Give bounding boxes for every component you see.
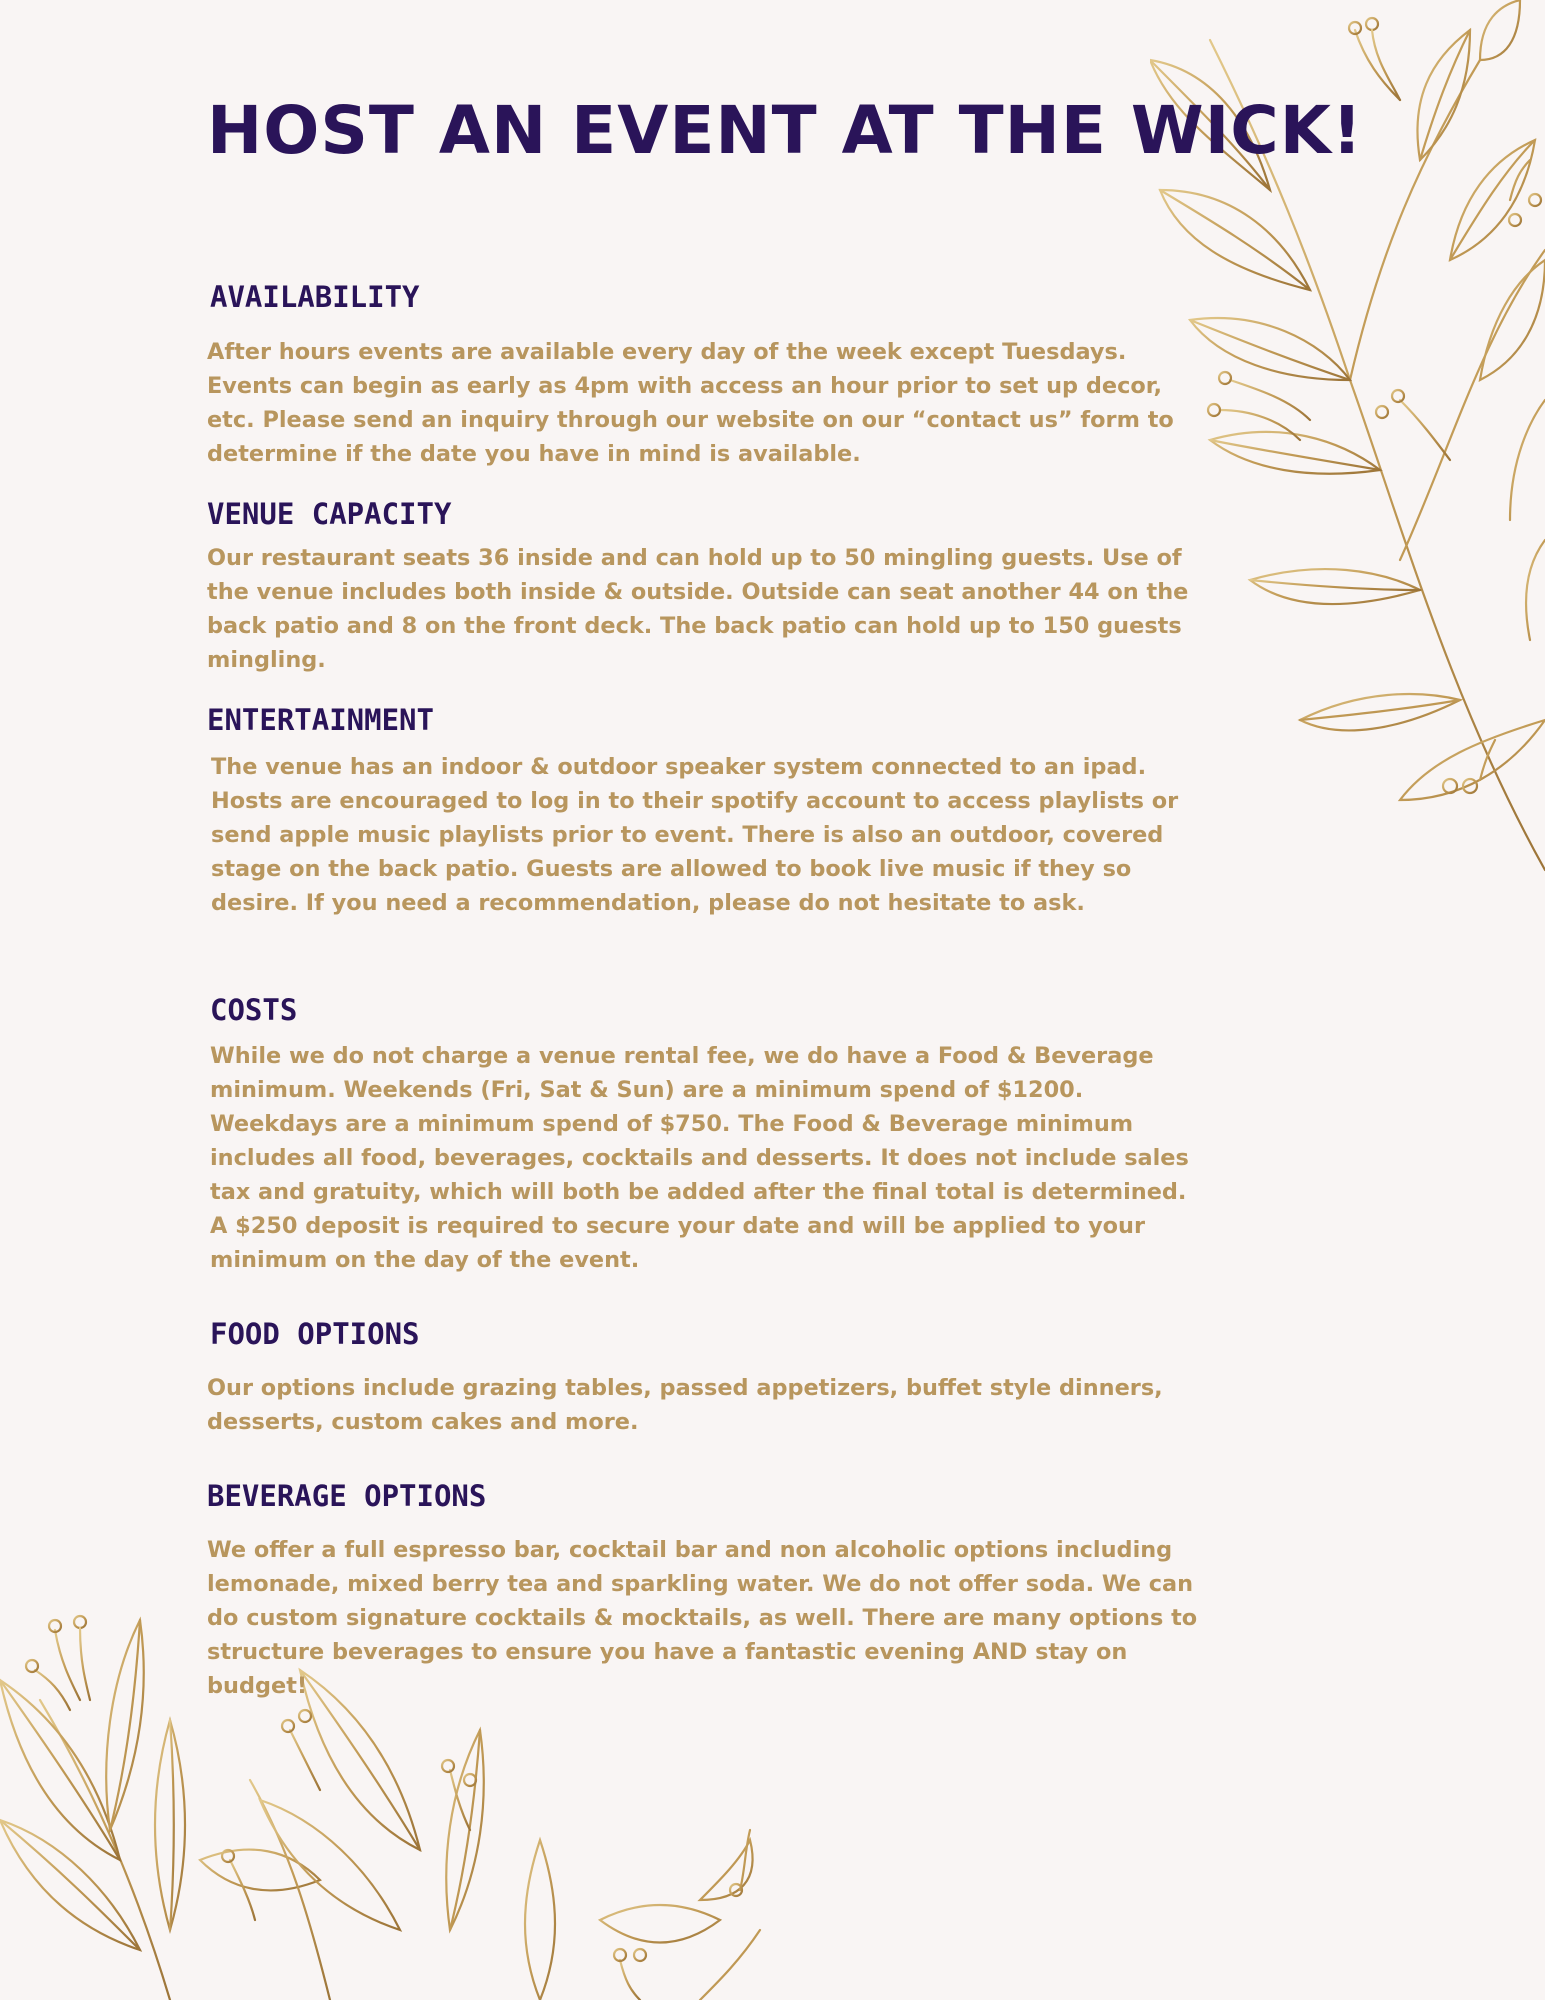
section-heading-availability: AVAILABILITY [210, 280, 420, 314]
section-text-beverage-options: We offer a full espresso bar, cocktail bar and non alcoholic options including lemonade, mixed berry tea and sparkling water. We do not offer soda. We can do custom signature cocktails & mocktails, as well. There are many options to structure beverages to ensure you have a fantastic evening AND stay on budget! [207, 1537, 1198, 1699]
section-heading-costs: COSTS [210, 993, 298, 1027]
section-text-food-options: Our options include grazing tables, passed appetizers, buffet style dinners, desserts, custom cakes and more. [207, 1375, 1163, 1435]
section-text-costs: While we do not charge a venue rental fee, we do have a Food & Beverage minimum. Weekends (Fri, Sat & Sun) are a minimum spend of $1200. Weekdays are a minimum spend of $750. The Food & Beverage minimum includes all food, beverages, cocktails and desserts. It does not include sales tax and gratuity, which will both be added after the final total is determined. A $250 deposit is required to secure your date and will be applied to your minimum on the day of the event. [210, 1043, 1189, 1273]
section-heading-venue-capacity: VENUE CAPACITY [207, 497, 452, 531]
section-heading-entertainment: ENTERTAINMENT [207, 703, 434, 737]
section-heading-food-options: FOOD OPTIONS [210, 1317, 420, 1351]
page-title: HOST AN EVENT AT THE WICK! [207, 92, 1363, 169]
section-text-availability: After hours events are available every day of the week except Tuesdays. Events can begin as early as 4pm with access an hour prior to set up decor, etc. Please send an inquiry through our website on our “contact us” form to determine if the date you have in mind is available. [207, 339, 1174, 467]
section-heading-beverage-options: BEVERAGE OPTIONS [207, 1479, 487, 1513]
section-text-venue-capacity: Our restaurant seats 36 inside and can hold up to 50 mingling guests. Use of the venue includes both inside & outside. Outside can seat another 44 on the back patio and 8 on the front deck. The back patio can hold up to 150 guests mingling. [207, 545, 1189, 673]
section-text-entertainment: The venue has an indoor & outdoor speaker system connected to an ipad. Hosts are encouraged to log in to their spotify account to access playlists or send apple music playlists prior to event. There is also an outdoor, covered stage on the back patio. Guests are allowed to book live music if they so desire. If you need a recommendation, please do not hesitate to ask. [211, 754, 1179, 916]
